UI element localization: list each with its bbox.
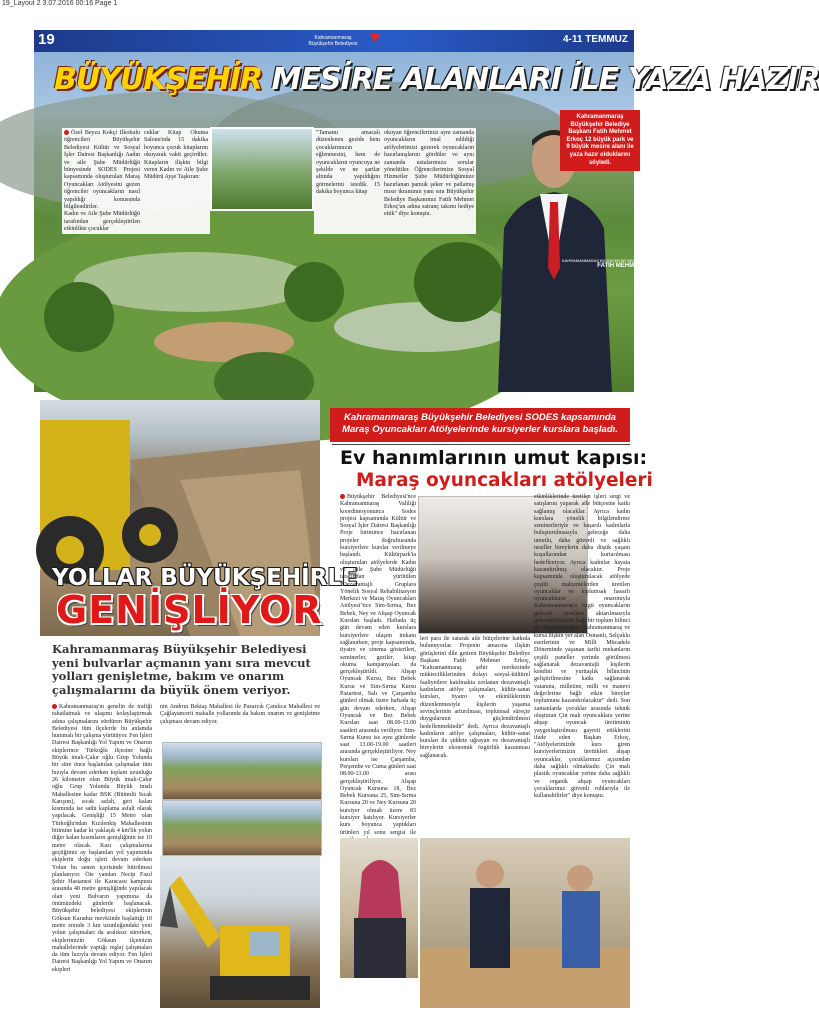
story3-col3 xyxy=(534,494,630,836)
page-number: 19 xyxy=(38,31,55,48)
story3-headline-1: Ev hanımlarının umut kapısı: xyxy=(340,447,648,469)
story2-headline-top: YOLLAR BÜYÜKŞEHİRLE xyxy=(52,565,358,591)
bullet-icon xyxy=(64,130,69,135)
craft-photo-left xyxy=(340,838,418,978)
mayor-title: KAHRAMANMARAŞ BÜYÜKŞEHİR BELEDİYE BAŞKANI xyxy=(562,258,666,263)
issue-date: 4-11 TEMMUZ xyxy=(562,34,628,45)
visit-illustration xyxy=(420,838,630,1008)
mayor-visit-photo xyxy=(420,838,630,1008)
logo-text-2: Büyükşehir Belediyesi xyxy=(308,41,358,47)
story2-headline-main: GENİŞLİYOR xyxy=(56,588,323,632)
excavator-illustration xyxy=(160,856,320,1008)
story1-col2 xyxy=(142,128,210,234)
story1-col2-text: cuklar Kitap Okuma Salonu'nda 15 dakika boyunca çocuk kitaplarını okuyarak vakit geçirdiler. Kitapların ilişkin bilgi veren Kadın ve Aile Şube Müdürü Ayşe Taşkıran: xyxy=(144,130,208,181)
headline-rest: MESİRE ALANLARI İLE YAZA HAZIR xyxy=(262,62,819,97)
mayor-name: FATİH MEHMET ERKOÇ xyxy=(597,263,666,269)
story1-headline xyxy=(54,62,819,97)
story1-col1b-text: Kadın ve Aile Şube Müdürlüğü tarafından gerçekleştirilen etkinlikte çocuklar xyxy=(64,211,140,233)
logo-mark-icon xyxy=(370,34,380,43)
road-inset-photo-1 xyxy=(162,742,322,800)
story1-col1-text: Özel Beyza Kokçi Ilkokulu öğrencileri Büyükşehir Belediyesi Kültür ve Sosyal İşler Dairesi Başkanlığı Aadın ve aile Şube Müdürlüğü bünyesinde SODES Projesi kapsamında oluşturulan Maraş Oyuncakları Atölyesini gezen öğrenciler oyuncakların nasıl yapıldığı konusunda bilgilendiriler. xyxy=(64,130,140,211)
mayor-name-caption xyxy=(562,258,665,269)
mayor-caption: Kahramanmaraş Büyükşehir Belediye Başkanı Fatih Mehmet Erkoç 12 büyük park ve 9 büyük mesire alanı ile yaza hazır olduklarını söyledi. xyxy=(560,110,640,171)
gazebo-inset-photo xyxy=(210,127,314,211)
page-slug: 19_Layout 2 3.07.2016 00:16 Page 1 xyxy=(2,0,118,7)
divider xyxy=(332,444,630,445)
story1-col3 xyxy=(314,128,382,234)
bullet-icon xyxy=(340,494,345,499)
story3-banner: Kahramanmaraş Büyükşehir Belediyesi SODES kapsamında Maraş Oyuncakları Atölyelerinde kursiyerler kurslara başladı. xyxy=(330,408,630,442)
headline-highlight: BÜYÜKŞEHİR xyxy=(54,62,263,97)
story2-col2 xyxy=(160,704,320,740)
story3-col3-text: etkinliklerinde üretilen işleri sergi ve satışlarını yaparak aile bütçesine katkı sağlamış olacaklar. Ayrıca kadın kurslara yönelik bilgilendirme seminerleriyle ve başarılı kadınlarla buluşturulmasıyla geleceğe daha umutlu, daha güvenli ve sağlıklı nesiller bireylerin daha düşük yaşam koşullarından kurtarılması hedefleniyor. Ayrıca kadınlar hayata kazandırılmış olacaktır. Proje kapsamında oluşturulacak atölyede çeşitli malzemelerden üretilen oyuncaklar ve toplumsak hasarlı oyuncakların onarımıyla Kahramanmaraş'a özgü oyuncakların gelecek nesillere aktarılmasıyla geleneklerimizin bağı bir toplum bilinci de oluşturulacaktır. Kahramanmaraş ve kursa ilişkin yer alan Osmanlı, Selçuklu eserlerinin ve Milli Mücadele Döneminde yaşanan tarihi mekanların çeşitli paneller yerinde görülmesi sağlanarak dezavantajlı kişilerin kendini ve yurttaşlık bilincinin geliştirilmesine katkı sağlanarak vatanına, milletine, milli ve manevi değerlerine bağlı etkin bireyler toplumuna kazandırılacaktır" dedi. Son zamanlarda çocuklar arasında teknik oluşturan Çin malı oyuncaklara yerine ahşap oyuncak üretiminin yaygınlaştırılması gayreti ettiklerini ifade eden Başkan Erkoç, "Atölyelerimizde kurs giren kursiyerlerimizin ürettikleri ahşap oyuncaklar, çocuklarımız açısından daha sağlıklı olmaktadır. Çin malı plastik oyuncaklar yerine daha sağlıklı ve organik ahşap oyuncakları çocuklarımız güvenli ruhlarıyla ile kullanabilirler" diye konuştu. xyxy=(534,494,630,800)
story1-col4 xyxy=(382,128,476,234)
logo-text-1: Kahramanmaraş xyxy=(314,35,352,41)
municipality-logo xyxy=(300,31,380,51)
story1-col4-text: okuyan öğrencilerimiz aynı zamanda oyuncakların imal edildiği atölyelerimizi gezerek oyuncakların hazırlanışlarını gördüler ve aynı zamanda ustalarımıza sorular yönelttiler. Öğrencilerimize Sosyal Hizmetler Şube Müdürlüğümüze hazırlanan pamuk şeker ve patlamış mısır ikramının yanı sıra Büyükşehir Belediye Başkanımız Fatih Mehmet Erkoç'un adına satranç takımı hediye ettik" diye konuştu. xyxy=(384,130,474,218)
story2-spot: Kahramanmaraş Büyükşehir Belediyesi yeni bulvarlar açmanın yanı sıra mevcut yolları genişletme, bakım ve onarım çalışmalarını da büyük önem veriyor. xyxy=(52,642,311,697)
road-inset-photo-2 xyxy=(162,800,322,856)
story2-col1 xyxy=(52,704,152,1004)
story3-col2-text: leri para ile satarak aile bütçelerine katkıda bulunuyorlar. Projenin amacına ilişkin görüşlerini dile getiren Büyükşehir Belediye Başkanı Fatih Mehmet Erkoç, "Kahramanmaraş şehir merkezinde mükteciliklerinden dolayı sosyal-kültürel faaliyetlere katılmakta zorlanan dezavantajlı kadınların atölye çalışmaları, kültür-sanat kursları, tiyatro ve etkinliklerinin düzenlenmesiyle kişilerin yaşama sevinçlerinin arttırılması, toplumsal süreçte duygularının güçlendirilmesi hedeflenmektedir" dedi. Ayrıca dezavantajlı kadınların atölye çalışmaları, kültür-sanat kursları ile şiddete uğrayan ve dezavantajlı bireylerin ekonomik özgürlük kazanması sağlanacak. xyxy=(420,636,530,759)
story2-col2-text: nin Andırın Bektaş Mahallesi ile Pazarcık Çamlıca Mahallesi ve Çağlayancerit mahalle yollarında da bakım onarım ve genişletme çalışması devam ediyor. xyxy=(160,704,320,725)
story3-headline-2: Maraş oyuncakları atölyeleri xyxy=(356,470,653,491)
story1-col1 xyxy=(62,128,142,234)
story1-col3-text: "Tamamı amacalı düzenlenen gezide hem çocuklarımızın eğlenmesini, hem de oyuncakların oyuncuya ne şekilde ve ne şartlar altında yapıldığını görmelerini istedik. 15 dakika boyunca kitap xyxy=(316,130,380,196)
story3-col1 xyxy=(340,494,416,838)
story3-col1-text: Büyükşehir Belediyesi'nce Kahramanmaraş Valiliği koordinesyonunca Sodes projesi kapsamında Kültür ve Sosyal İşler Dairesi Başkanlığı Proje birimince hazırlanan projeler doğrultusunda kursiyerlere kurslar verilmeye başlandı. Kültürpark'ta oluşturulan atölyelerde Kadın ve Aile Şube Müdürlüğü tarafından yürütülen "Dezavantajlı Gruplara Yönelik Sosyal Rehabilitasyon Merkezi ve Maraş Oyuncakları Atölyesi"nce Sim-Sırma, Bez Bebek, Ney ve Ahşap Oyuncak Kursları başladı. Haftada üç gün devam eden kurslara kursiyerlere ulaşım imkanı sağlanırken, proje kapsamında, tiyatro ve sinema gösterileri, seminerler, geziler, kitap okuma kampanyaları da gerçekleştirildi. Ahşap Oyuncak Kursu, Bez Bebek Kursu ve Sim-Sırma Kursu Pazartesi, Salı ve Çarşamba günleri olmak üzere haftada üç gün devam ederken, Ahşap Oyuncak ve Bez Bebek Kursları saat 08.00-13.00 saatleri arasında veriliyor. Sim-Sırma Kursu ise aynı günlerde saat 13.00-19.00 saatleri arasında gerçekleştiriliyor. Ney kursları ise Çarşamba, Perşembe ve Cuma günleri saat 08.00-13.00 arası gerçekleştiriliyor. Ahşap Oyuncak Kursuna 18, Bez Bebek Kursuna 25, Sim-Sırma Kursuna 20 ve Ney Kursuna 20 kursiyer olmak üzere 83 kursiyer katılıyor. Kursiyerler kurs boyunca yaptıkları ürünleri yıl sonu sergisi ile xyxy=(340,494,416,836)
story3-col2 xyxy=(420,636,530,836)
bullet-icon xyxy=(52,704,57,709)
woman-illustration xyxy=(340,838,418,978)
story2-col1-text: Kahramanmaraş'ın genelin de trafiği rahatlatmak ve ulaşımı kolaylaştırmak adına çalışmalarını sürdüren Büyükşehir Belediyesi tüm ilçelerde bu anlamda hummalı bir çalışma yürütüyor. Fen İşleri Dairesi Başkanlığı Yol Yapım ve Onarım ekiplerince Türkoğlu ilçesine bağlı Büyük imalı-Çakır oğlu Grup Yolunda bir süre önce başlanılan çalışmalar tüm hızıyla devam ederken toplam uzunluğu 26 kilometre olan Büyük imalı-Çakır oğlu Grup Yolunda Büyük imalı Mahallesine kadar BSK (Bitümlü Sıcak Karışım), sıcak asfalt, geri kalan kısmında ise sathi kaplama asfalt olarak yapılacak. Genişliği 15 Metre olan Türkoğlu'ndan Kızılenkiş Mahallesinin bitimine kadar ki yaklaşık 4 km'lik yolun diğer kalan kısımların genişliğinin ise 10 metre olacak. Kazı çalışmalarına geçtiğimiz ay başlanılan yol yapımında ekiplerin doğu işleri devam ederken Yolun bu senen içerisinde bitirilmesi planlanıyor. Öte yandan Necip Fazıl Şehir Hastanesi ile Karacasu kampusu arasında 40 metre genişliğinde yapılacak olan yeni Bulvarın yapımına da önümüzdeki günlerde başlanacak. Büyükşehir belediyesi ekiplerinin Göksun Karaduz mevkiinde başlattığı 10 metre eninde 3 km uzunluğundaki yeni yolun çalışmaları da aralıksız sürerken, ekiplerimizin Göksun ilçemizin mahallelerinde yaptığı reglaj çalışmaları da tüm hızıyla devam ediyor. Fen İşleri Dairesi Başkanlığı Yol Yapım ve Onarım ekipleri xyxy=(52,704,152,973)
excavator-photo xyxy=(160,856,320,1008)
